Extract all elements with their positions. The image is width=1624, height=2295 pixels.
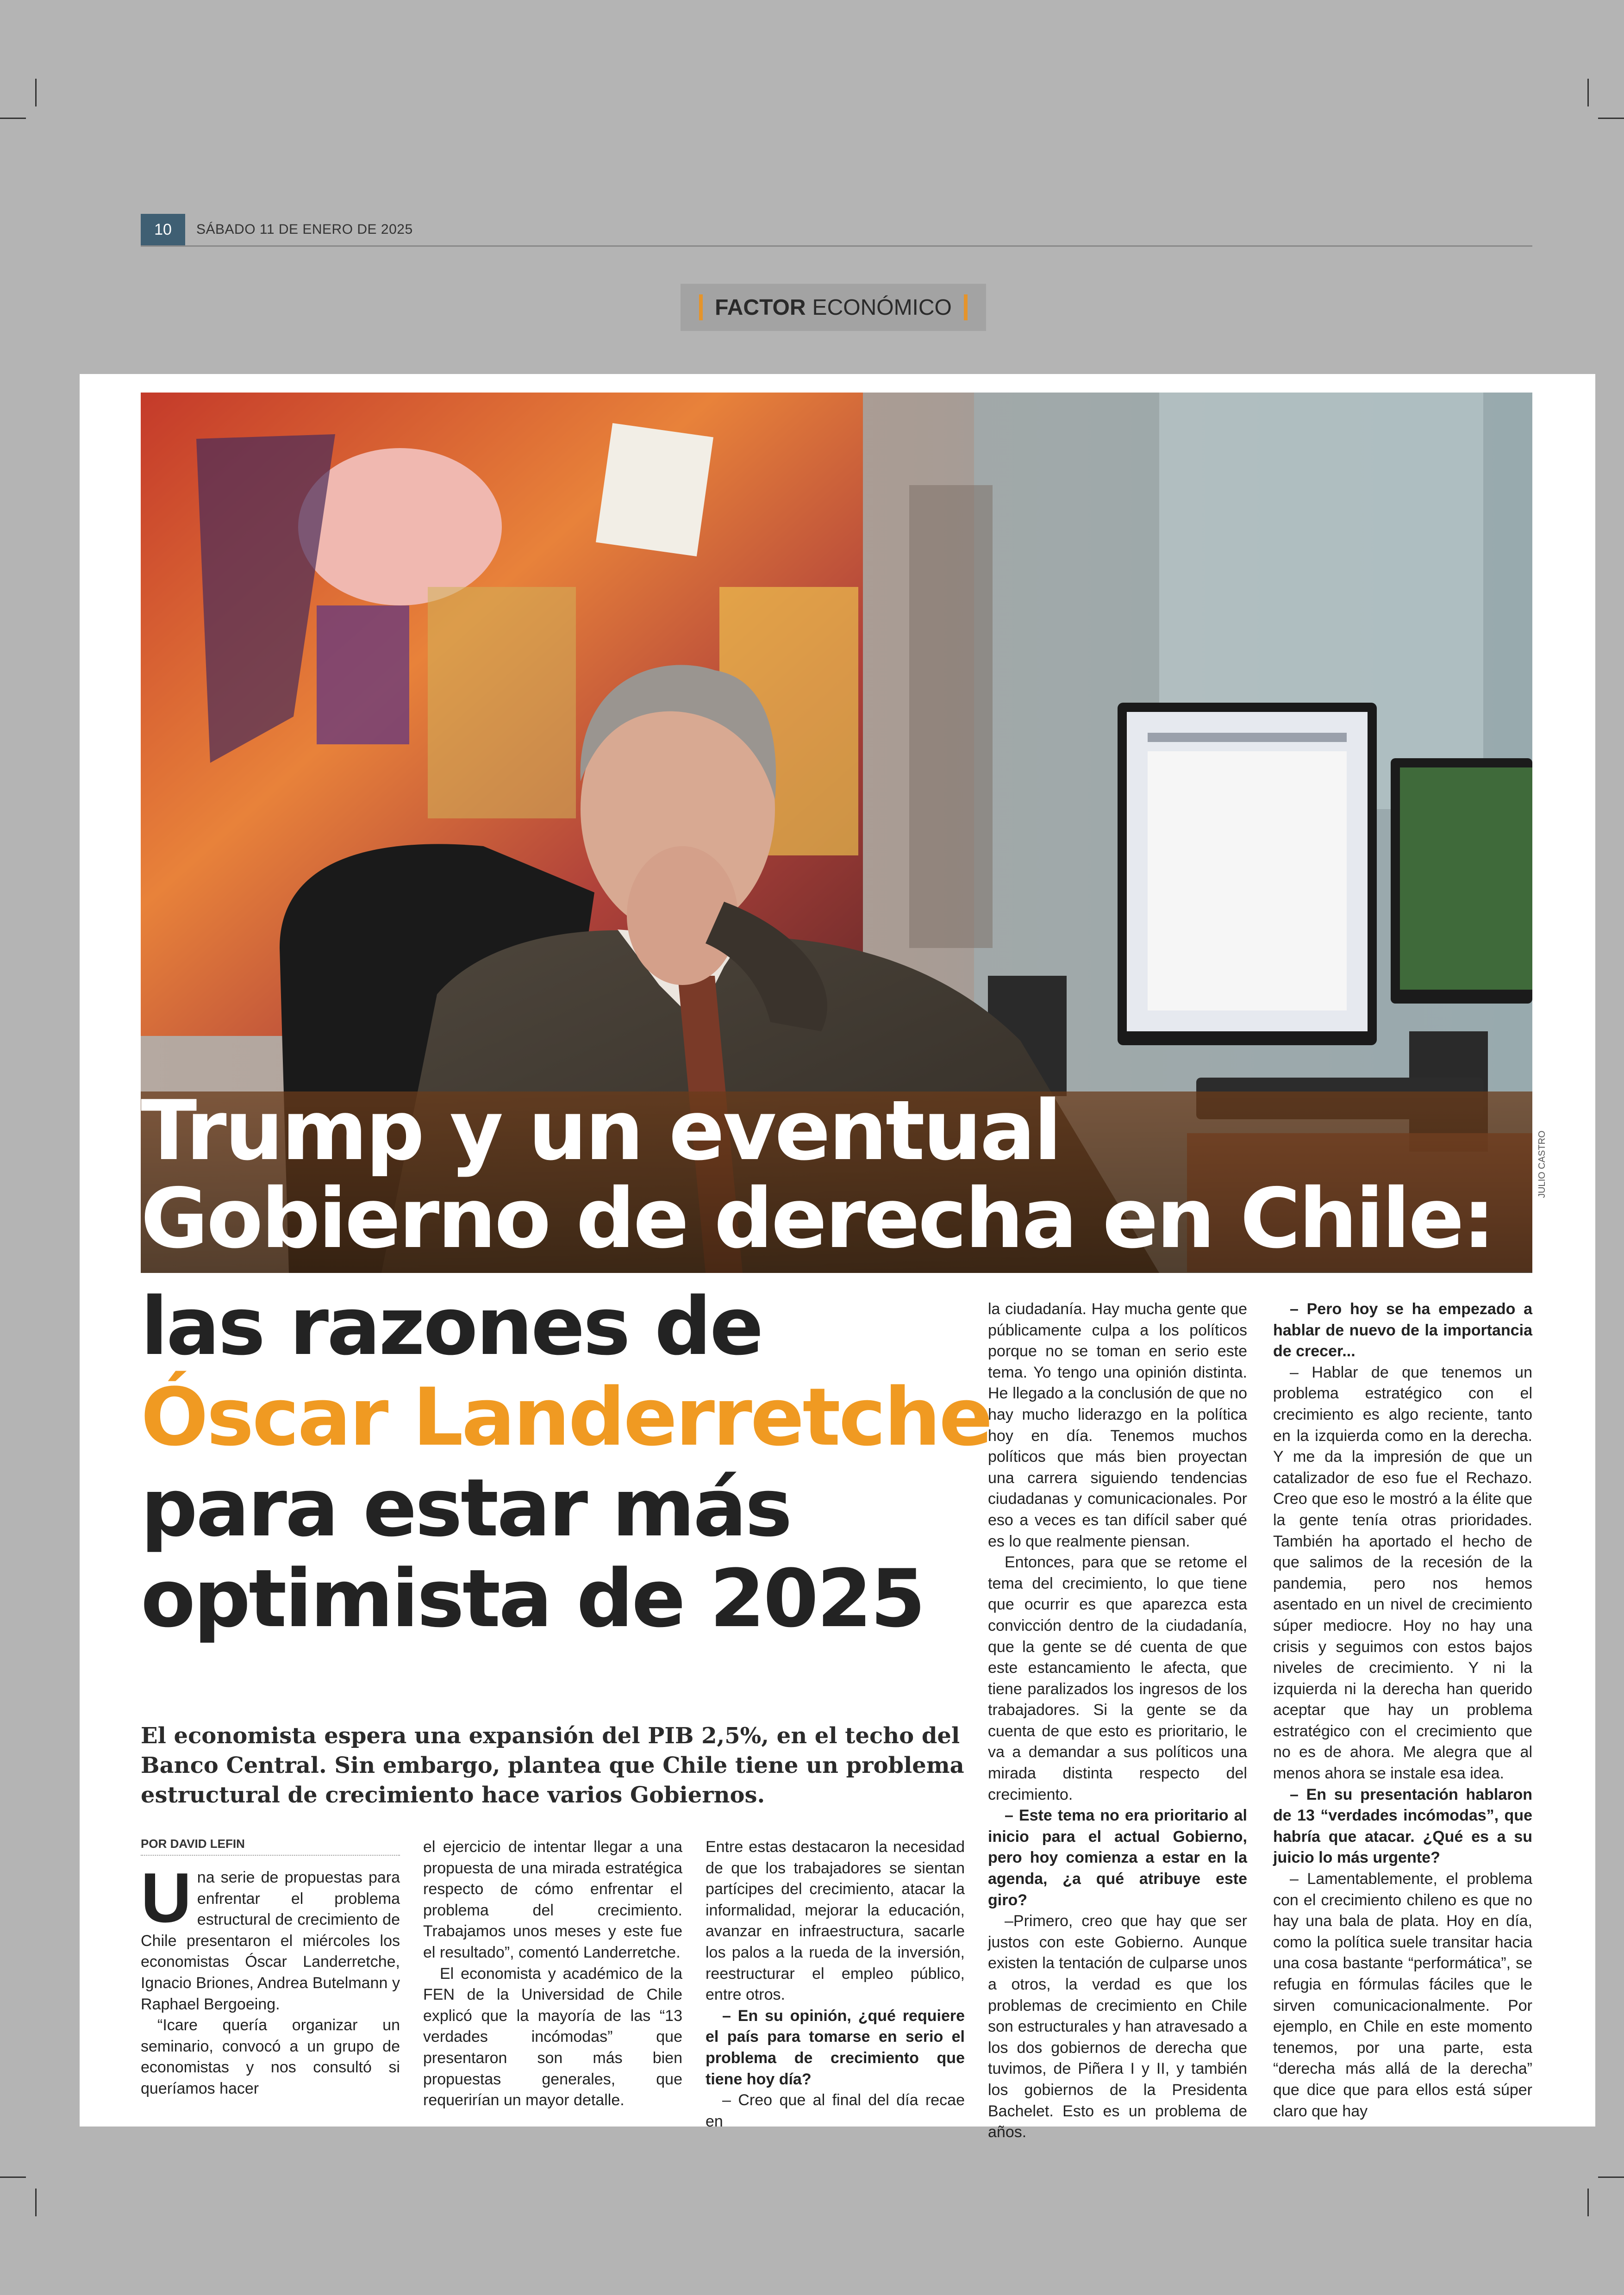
- question: – Pero hoy se ha empezado a hablar de nuevo de la importancia de crecer...: [1273, 1300, 1532, 1360]
- page-number: 10: [141, 214, 185, 245]
- photo-credit: JULIO CASTRO: [1537, 1130, 1547, 1198]
- section-title-light: ECONÓMICO: [812, 295, 952, 320]
- headline-over-photo: [141, 1083, 1532, 1266]
- crop-mark: [1598, 2177, 1624, 2178]
- drop-cap: U: [141, 1858, 192, 1937]
- paragraph: – Hablar de que tenemos un problema estratégico con el crecimiento es algo reciente, tanto en la izquierda como en la derecha. Y me da la impresión de que un catalizador de eso fue el Rechazo. Creo que eso le mostró a la élite que la gente tenía otras prioridades. También ha aportado el hecho de que salimos de la recesión de la pandemia, pero nos hemos asentado en un nivel de crecimiento súper mediocre. Hoy no hay una crisis y seguimos con estos bajos niveles de crecimiento. Y ni la izquierda ni la derecha han querido aceptar que hay un problema estratégico con el crecimiento que no es de ahora. Me alegra que al menos ahora se instale esa idea.: [1273, 1363, 1532, 1783]
- section-accent-bar: [699, 294, 703, 320]
- article-column-5: [1273, 1299, 1532, 2122]
- paragraph: – Creo que al final del día recae en: [706, 2091, 965, 2130]
- crop-mark: [1587, 79, 1589, 106]
- headline-line: para estar más: [141, 1461, 791, 1554]
- paragraph: Entre estas destacaron la necesidad de que los trabajadores se sientan partícipes del crecimiento, atacar la informalidad, mejorar la educación, avanzar en infraestructura, sacarle los palos a la rueda de la inversión, reestructurar el empleo público, entre otros.: [706, 1838, 965, 2004]
- paragraph: – Lamentablemente, el problema con el crecimiento chileno es que no hay una bala de plata. Hoy en día, como la política suele transitar hacia una cosa bastante “performática”, se refugia en fórmulas fáciles que le sirven comunicacionalmente. Por ejemplo, en Chile en este momento tenemos, por una parte, esta “derecha más allá de la derecha” que dice que para ellos está súper claro que hay: [1273, 1870, 1532, 2120]
- article: [80, 374, 1595, 2141]
- issue-date: SÁBADO 11 DE ENERO DE 2025: [196, 222, 413, 237]
- page-header: [141, 214, 1532, 247]
- article-column-1: [141, 1858, 400, 2100]
- crop-mark: [35, 79, 37, 106]
- article-column-4: [988, 1299, 1247, 2143]
- paragraph-text: na serie de propuestas para enfrentar el problema estructural de crecimiento de Chile presentaron el miércoles los economistas Óscar Landerretche, Ignacio Briones, Andrea Butelmann y Raphael Bergoeing.: [141, 1869, 400, 2013]
- byline: POR DAVID LEFIN: [141, 1837, 400, 1856]
- headline-line: Trump y un eventual: [141, 1083, 1060, 1179]
- paragraph: el ejercicio de intentar llegar a una propuesta de una mirada estratégica respecto de cómo enfrentar el problema del crecimiento. Trabajamos unos meses y este fue el resultado”, comentó Landerretche.: [423, 1838, 682, 1961]
- crop-mark: [0, 2177, 26, 2178]
- headline-line: las razones de: [141, 1280, 762, 1373]
- article-deck: El economista espera una expansión del PIB 2,5%, en el techo del Banco Central. Sin embargo, plantea que Chile tiene un problema estructural de crecimiento hace varios Gobiernos.: [141, 1723, 964, 1808]
- paragraph: [141, 1858, 400, 2015]
- paragraph: –Primero, creo que hay que ser justos con este Gobierno. Aunque existen la tentación de culparse unos a otros, la verdad es que los problemas de crecimiento en Chile son estructurales y han atravesado a los dos gobiernos de derecha que tuvimos, de Piñera I y II, y también los gobiernos de la Presidenta Bachelet. Esto es un problema de años.: [988, 1912, 1247, 2141]
- paragraph: “Icare quería organizar un seminario, convocó a un grupo de economistas y nos consultó si queríamos hacer: [141, 2016, 400, 2097]
- headline-name: Óscar Landerretche: [141, 1371, 991, 1464]
- headline-line: Gobierno de derecha en Chile:: [141, 1171, 1494, 1266]
- question: – En su opinión, ¿qué requiere el país para tomarse en serio el problema de crecimiento que tiene hoy día?: [706, 2007, 965, 2088]
- article-column-2: [423, 1837, 682, 2111]
- question: – Este tema no era prioritario al inicio para el actual Gobierno, pero hoy comienza a estar en la agenda, ¿a qué atribuye este giro?: [988, 1807, 1247, 1909]
- crop-mark: [1587, 2189, 1589, 2216]
- headline: [141, 1281, 1048, 1644]
- crop-mark: [35, 2189, 37, 2216]
- crop-mark: [1598, 118, 1624, 119]
- question: – En su presentación hablaron de 13 “verdades incómodas”, que habría que atacar. ¿Qué es a su juicio lo más urgente?: [1273, 1785, 1532, 1867]
- headline-line: optimista de 2025: [141, 1552, 924, 1645]
- article-column-3: [706, 1837, 965, 2132]
- paragraph: la ciudadanía. Hay mucha gente que públicamente culpa a los políticos porque no se toman en serio este tema. Yo tengo una opinión distinta. He llegado a la conclusión de que no hay mucho liderazgo en la política hoy en día. Tenemos muchos políticos que más bien proyectan una carrera siguiendo tendencias ciudadanas y comunicacionales. Por eso a veces es tan difícil saber qué es lo que realmente piensan.: [988, 1300, 1247, 1550]
- section-accent-bar: [964, 294, 968, 320]
- crop-mark: [0, 118, 26, 119]
- paragraph: El economista y académico de la FEN de la Universidad de Chile explicó que la mayoría de las “13 verdades incómodas” que presentaron son más bien propuestas generales, que requerirían un mayor detalle.: [423, 1964, 682, 2109]
- section-title-bold: FACTOR: [715, 295, 806, 320]
- paragraph: Entonces, para que se retome el tema del crecimiento, lo que tiene que ocurrir es que aparezca esta convicción dentro de la ciudadanía, que la gente se dé cuenta de que este estancamiento le afecta, que tiene paralizados los ingresos de los trabajadores. Si la gente se da cuenta de que esto es prioritario, le va a demandar a sus políticos una mirada distinta respecto del crecimiento.: [988, 1553, 1247, 1803]
- section-tag: [681, 284, 986, 331]
